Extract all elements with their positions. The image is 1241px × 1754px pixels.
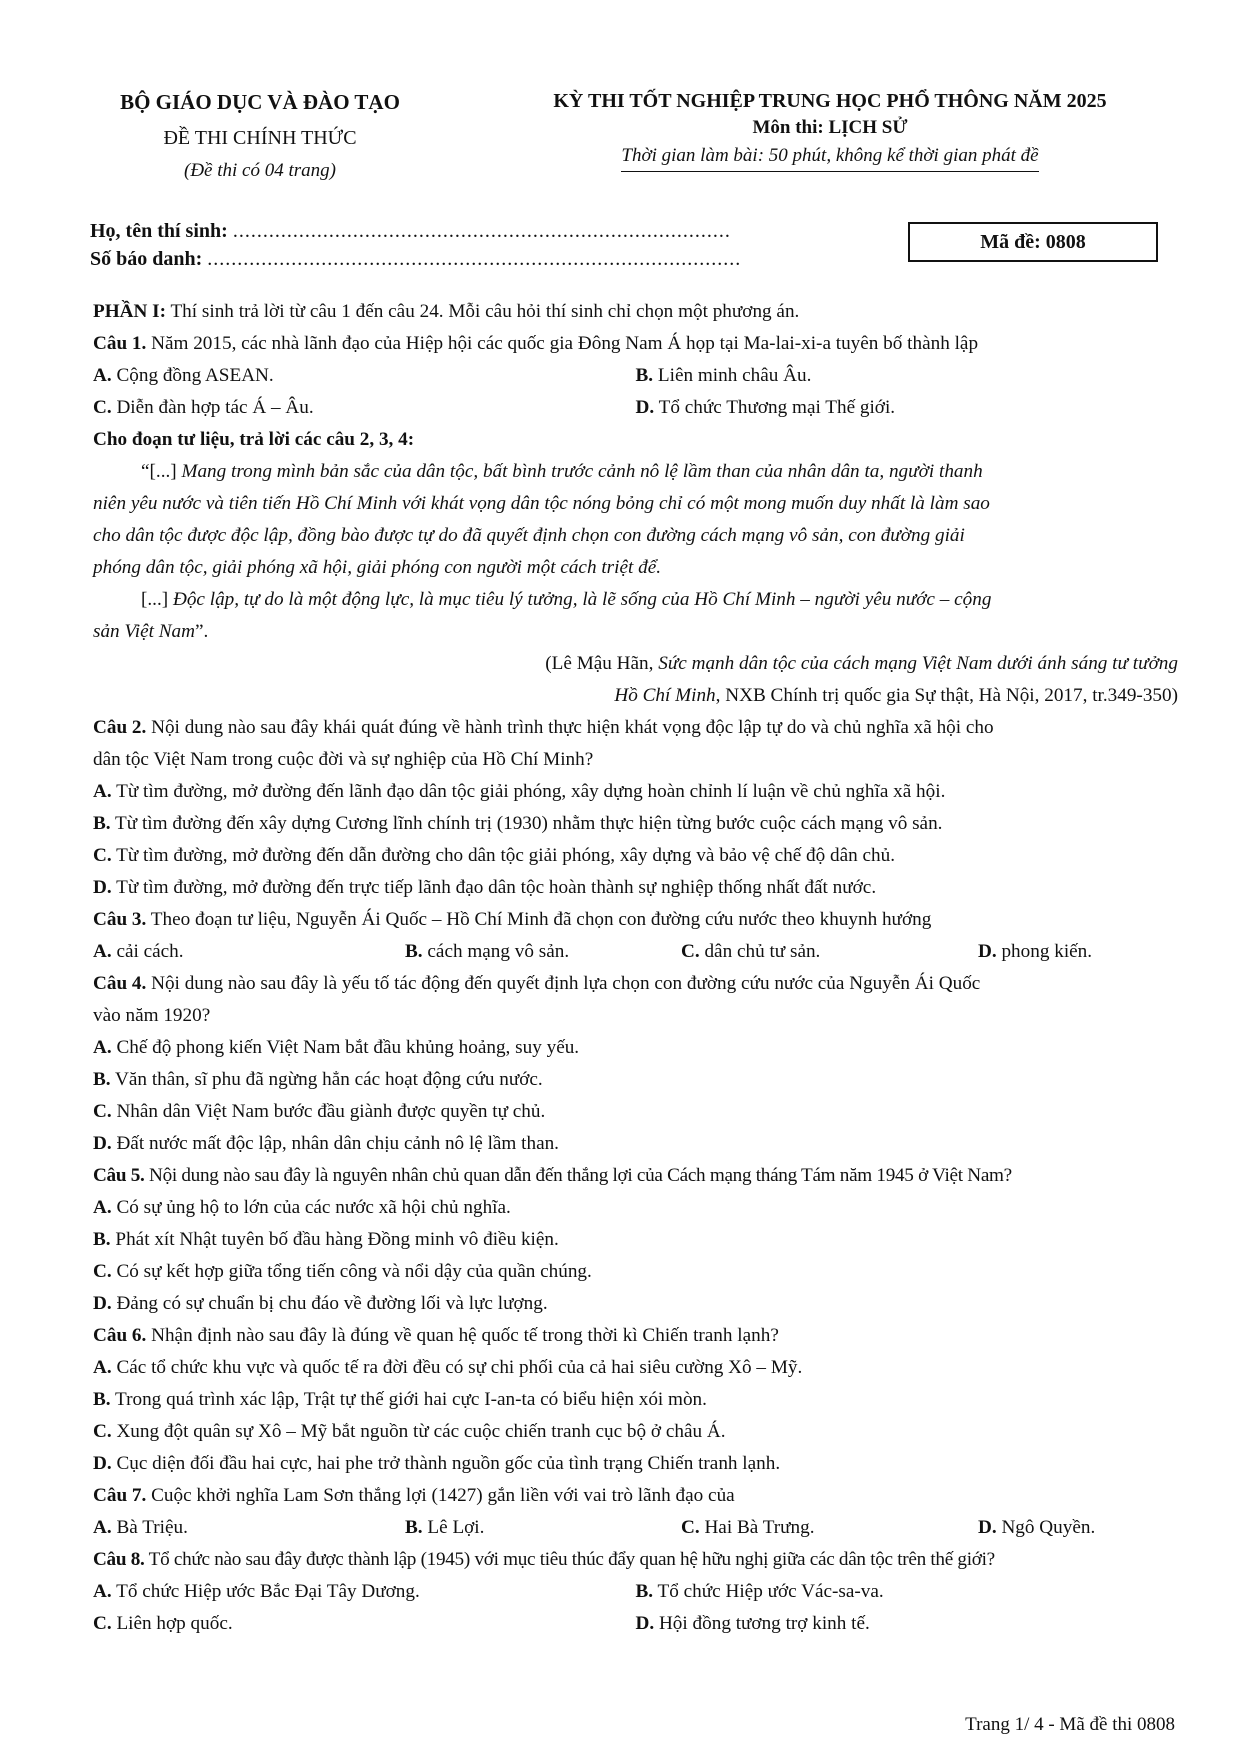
question-text: Tổ chức nào sau đây được thành lập (1945) với mục tiêu thúc đẩy quan hệ hữu nghị giữa các dân tộc trên thế giới?	[144, 1549, 995, 1570]
option-a[interactable]	[93, 1192, 1178, 1224]
option-c[interactable]	[93, 1416, 1178, 1448]
passage-line: niên yêu nước và tiên tiến Hồ Chí Minh với khát vọng dân tộc nóng bỏng chỉ có một mong muốn duy nhất là làm sao	[93, 493, 990, 514]
option-text: Cục diện đối đầu hai cực, hai phe trở thành nguồn gốc của tình trạng Chiến tranh lạnh.	[111, 1453, 781, 1474]
option-b[interactable]	[93, 808, 1178, 840]
option-text: Tổ chức Thương mại Thế giới.	[654, 397, 896, 418]
q1-options-row1	[93, 360, 1178, 392]
option-text: Lê Lợi.	[422, 1517, 485, 1538]
q3-options	[93, 936, 1178, 968]
candidate-name-field: ...................................................................................	[232, 220, 731, 242]
option-c[interactable]	[93, 1608, 636, 1640]
question-2-cont: dân tộc Việt Nam trong cuộc đời và sự nghiệp của Hồ Chí Minh?	[93, 749, 594, 770]
question-4	[93, 968, 1178, 1000]
pages-note: (Đề thi có 04 trang)	[184, 160, 336, 181]
option-c[interactable]	[93, 1256, 1178, 1288]
option-a[interactable]	[93, 360, 636, 392]
option-letter: C.	[93, 1421, 112, 1442]
option-a[interactable]	[93, 1352, 1178, 1384]
candidate-id-label: Số báo danh:	[90, 248, 203, 270]
exam-body	[93, 296, 1178, 1640]
passage-line: phóng dân tộc, giải phóng xã hội, giải phóng con người một cách triệt để.	[93, 557, 662, 578]
question-text: Nội dung nào sau đây là yếu tố tác động đến quyết định lựa chọn con đường cứu nước của Nguyễn Ái Quốc	[146, 973, 981, 994]
question-label: Câu 1.	[93, 333, 147, 354]
question-text: Theo đoạn tư liệu, Nguyễn Ái Quốc – Hồ Chí Minh đã chọn con đường cứu nước theo khuynh hướng	[146, 909, 932, 930]
question-label: Câu 6.	[93, 1325, 147, 1346]
option-letter: A.	[93, 1197, 112, 1218]
option-letter: C.	[93, 1261, 112, 1282]
option-letter: B.	[93, 1229, 111, 1250]
option-text: Chế độ phong kiến Việt Nam bắt đầu khủng hoảng, suy yếu.	[111, 1037, 580, 1058]
option-text: Các tổ chức khu vực và quốc tế ra đời đều có sự chi phối của cả hai siêu cường Xô – Mỹ.	[111, 1357, 803, 1378]
option-b[interactable]	[636, 1576, 1179, 1608]
option-letter: B.	[635, 365, 654, 386]
option-letter: A.	[93, 941, 112, 962]
option-a[interactable]	[93, 936, 405, 968]
option-letter: D.	[93, 1453, 112, 1474]
option-letter: D.	[978, 941, 997, 962]
option-letter: C.	[93, 1613, 112, 1634]
q7-options	[93, 1512, 1178, 1544]
option-text: Từ tìm đường, mở đường đến dẫn đường cho dân tộc giải phóng, xây dựng và bảo vệ chế độ dân chủ.	[111, 845, 896, 866]
question-label: Câu 8.	[93, 1549, 145, 1570]
passage-line	[93, 584, 1178, 616]
source-author: (Lê Mậu Hãn,	[545, 653, 659, 674]
q1-options-row2	[93, 392, 1178, 424]
question-text: Năm 2015, các nhà lãnh đạo của Hiệp hội các quốc gia Đông Nam Á họp tại Ma-lai-xi-a tuyên bố thành lập	[146, 333, 979, 354]
question-label: Câu 4.	[93, 973, 147, 994]
question-text: Nội dung nào sau đây khái quát đúng về hành trình thực hiện khát vọng độc lập tự do và chủ nghĩa xã hội cho	[146, 717, 994, 738]
option-text: Tổ chức Hiệp ước Bắc Đại Tây Dương.	[111, 1581, 420, 1602]
option-text: Diễn đàn hợp tác Á – Âu.	[111, 397, 314, 418]
passage-text: sản Việt Nam	[93, 621, 195, 642]
question-text: Cuộc khởi nghĩa Lam Sơn thắng lợi (1427) gắn liền với vai trò lãnh đạo của	[146, 1485, 735, 1506]
option-b[interactable]	[93, 1384, 1178, 1416]
option-letter: D.	[635, 1613, 655, 1634]
candidate-name-line	[90, 220, 731, 243]
option-text: Liên minh châu Âu.	[653, 365, 812, 386]
passage-text: Độc lập, tự do là một động lực, là mục tiêu lý tưởng, là lẽ sống của Hồ Chí Minh – người yêu nước – cộng	[172, 589, 992, 610]
source-title: Sức mạnh dân tộc của cách mạng Việt Nam dưới ánh sáng tư tưởng	[658, 653, 1178, 674]
question-label: Câu 2.	[93, 717, 147, 738]
passage-close: ”.	[194, 621, 209, 642]
subject: Môn thi: LỊCH SỬ	[752, 117, 908, 138]
passage-paragraph-1	[93, 456, 1178, 584]
option-c[interactable]	[681, 936, 978, 968]
q8-options-row1	[93, 1576, 1178, 1608]
passage-open: “[...]	[141, 461, 182, 482]
option-text: Đất nước mất độc lập, nhân dân chịu cảnh nô lệ lầm than.	[111, 1133, 559, 1154]
question-3	[93, 904, 1178, 936]
option-text: Bà Triệu.	[111, 1517, 188, 1538]
option-letter: C.	[93, 845, 112, 866]
option-letter: D.	[978, 1517, 997, 1538]
part1-text: Thí sinh trả lời từ câu 1 đến câu 24. Mỗi câu hỏi thí sinh chỉ chọn một phương án.	[166, 301, 800, 322]
option-text: Từ tìm đường đến xây dựng Cương lĩnh chính trị (1930) nhằm thực hiện từng bước cuộc cách mạng vô sản.	[110, 813, 943, 834]
option-text: Ngô Quyền.	[996, 1517, 1096, 1538]
source-line	[93, 680, 1178, 712]
option-text: Xung đột quân sự Xô – Mỹ bắt nguồn từ các cuộc chiến tranh cục bộ ở châu Á.	[111, 1421, 726, 1442]
option-d[interactable]	[978, 1512, 1095, 1544]
question-8	[93, 1544, 1178, 1576]
option-text: Cộng đồng ASEAN.	[111, 365, 274, 386]
option-b[interactable]	[636, 360, 1179, 392]
candidate-id-line	[90, 248, 741, 271]
option-text: Nhân dân Việt Nam bước đầu giành được quyền tự chủ.	[111, 1101, 546, 1122]
option-letter: D.	[93, 1133, 112, 1154]
option-letter: C.	[681, 1517, 700, 1538]
part1-instruction	[93, 296, 1178, 328]
option-letter: A.	[93, 1037, 112, 1058]
option-letter: C.	[681, 941, 700, 962]
option-letter: D.	[635, 397, 655, 418]
question-text: Nhận định nào sau đây là đúng về quan hệ quốc tế trong thời kì Chiến tranh lạnh?	[146, 1325, 779, 1346]
option-letter: A.	[93, 1517, 112, 1538]
option-c[interactable]	[93, 392, 636, 424]
option-text: Có sự kết hợp giữa tổng tiến công và nổi dậy của quần chúng.	[111, 1261, 592, 1282]
option-d[interactable]	[636, 1608, 1179, 1640]
part1-label: PHẦN I:	[93, 301, 167, 322]
passage-line	[93, 616, 1178, 648]
exam-title: KỲ THI TỐT NGHIỆP TRUNG HỌC PHỔ THÔNG NĂM 2025	[553, 90, 1107, 112]
option-text: Phát xít Nhật tuyên bố đầu hàng Đồng minh vô điều kiện.	[110, 1229, 559, 1250]
question-1	[93, 328, 1178, 360]
option-c[interactable]	[93, 1096, 1178, 1128]
candidate-name-label: Họ, tên thí sinh:	[90, 220, 228, 242]
ministry-name: BỘ GIÁO DỤC VÀ ĐÀO TẠO	[120, 90, 400, 114]
option-letter: B.	[405, 941, 423, 962]
question-label: Câu 3.	[93, 909, 147, 930]
option-letter: A.	[93, 1357, 112, 1378]
option-d[interactable]	[978, 936, 1092, 968]
option-text: Liên hợp quốc.	[111, 1613, 233, 1634]
option-d[interactable]	[93, 1288, 1178, 1320]
option-letter: B.	[635, 1581, 654, 1602]
option-d[interactable]	[636, 392, 1179, 424]
option-d[interactable]	[93, 1448, 1178, 1480]
page-footer: Trang 1/ 4 - Mã đề thi 0808	[965, 1714, 1175, 1735]
header-left	[80, 90, 440, 182]
option-b[interactable]	[405, 1512, 681, 1544]
option-text: Văn thân, sĩ phu đã ngừng hẳn các hoạt động cứu nước.	[110, 1069, 543, 1090]
question-4-cont: vào năm 1920?	[93, 1005, 211, 1026]
option-letter: A.	[93, 781, 112, 802]
duration: Thời gian làm bài: 50 phút, không kể thời gian phát đề	[621, 145, 1038, 172]
passage-source	[93, 648, 1178, 712]
option-letter: B.	[93, 813, 111, 834]
option-letter: B.	[93, 1069, 111, 1090]
option-letter: B.	[93, 1389, 111, 1410]
option-text: dân chủ tư sản.	[699, 941, 821, 962]
exam-code-box: Mã đề: 0808	[908, 222, 1158, 262]
source-publisher: , NXB Chính trị quốc gia Sự thật, Hà Nội, 2017, tr.349-350)	[715, 685, 1178, 706]
source-title: Hồ Chí Minh	[614, 685, 716, 706]
passage-paragraph-2	[93, 584, 1178, 648]
option-letter: D.	[93, 1293, 112, 1314]
passage-heading: Cho đoạn tư liệu, trả lời các câu 2, 3, 4:	[93, 429, 415, 450]
question-text: Nội dung nào sau đây là nguyên nhân chủ quan dẫn đến thắng lợi của Cách mạng tháng Tám năm 1945 ở Việt Nam?	[144, 1165, 1012, 1186]
option-text: Có sự ủng hộ to lớn của các nước xã hội chủ nghĩa.	[111, 1197, 511, 1218]
option-text: Hai Bà Trưng.	[699, 1517, 815, 1538]
option-text: phong kiến.	[996, 941, 1093, 962]
option-text: cách mạng vô sản.	[422, 941, 570, 962]
option-a[interactable]	[93, 776, 1178, 808]
question-5	[93, 1160, 1178, 1192]
passage-line: cho dân tộc được độc lập, đồng bào được tự do đã quyết định chọn con đường cách mạng vô sản, con đường giải	[93, 525, 965, 546]
option-a[interactable]	[93, 1576, 636, 1608]
q8-options-row2	[93, 1608, 1178, 1640]
option-text: Trong quá trình xác lập, Trật tự thế giới hai cực I-an-ta có biểu hiện xói mòn.	[110, 1389, 707, 1410]
candidate-id-field: .........................................................................................	[207, 248, 742, 270]
option-text: Tổ chức Hiệp ước Vác-sa-va.	[653, 1581, 884, 1602]
option-letter: C.	[93, 1101, 112, 1122]
option-letter: B.	[405, 1517, 423, 1538]
option-c[interactable]	[681, 1512, 978, 1544]
question-label: Câu 7.	[93, 1485, 147, 1506]
option-b[interactable]	[93, 1064, 1178, 1096]
option-text: Đảng có sự chuẩn bị chu đáo về đường lối và lực lượng.	[111, 1293, 548, 1314]
question-7	[93, 1480, 1178, 1512]
option-letter: C.	[93, 397, 112, 418]
option-letter: A.	[93, 365, 112, 386]
passage-open: [...]	[141, 589, 173, 610]
option-d[interactable]	[93, 872, 1178, 904]
exam-type: ĐỀ THI CHÍNH THỨC	[163, 127, 357, 149]
header-right	[470, 90, 1190, 172]
source-line	[93, 648, 1178, 680]
option-letter: A.	[93, 1581, 112, 1602]
option-c[interactable]	[93, 840, 1178, 872]
passage-text: Mang trong mình bản sắc của dân tộc, bất bình trước cảnh nô lệ lầm than của nhân dân ta, người thanh	[181, 461, 983, 482]
option-text: Từ tìm đường, mở đường đến trực tiếp lãnh đạo dân tộc hoàn thành sự nghiệp thống nhất đất nước.	[111, 877, 877, 898]
option-d[interactable]	[93, 1128, 1178, 1160]
option-letter: D.	[93, 877, 112, 898]
question-6	[93, 1320, 1178, 1352]
question-label: Câu 5.	[93, 1165, 145, 1186]
option-text: Từ tìm đường, mở đường đến lãnh đạo dân tộc giải phóng, xây dựng hoàn chỉnh lí luận về chủ nghĩa xã hội.	[111, 781, 946, 802]
passage-line	[93, 456, 1178, 488]
option-b[interactable]	[93, 1224, 1178, 1256]
question-2	[93, 712, 1178, 744]
option-b[interactable]	[405, 936, 681, 968]
option-text: Hội đồng tương trợ kinh tế.	[654, 1613, 870, 1634]
option-text: cải cách.	[111, 941, 184, 962]
option-a[interactable]	[93, 1512, 405, 1544]
option-a[interactable]	[93, 1032, 1178, 1064]
